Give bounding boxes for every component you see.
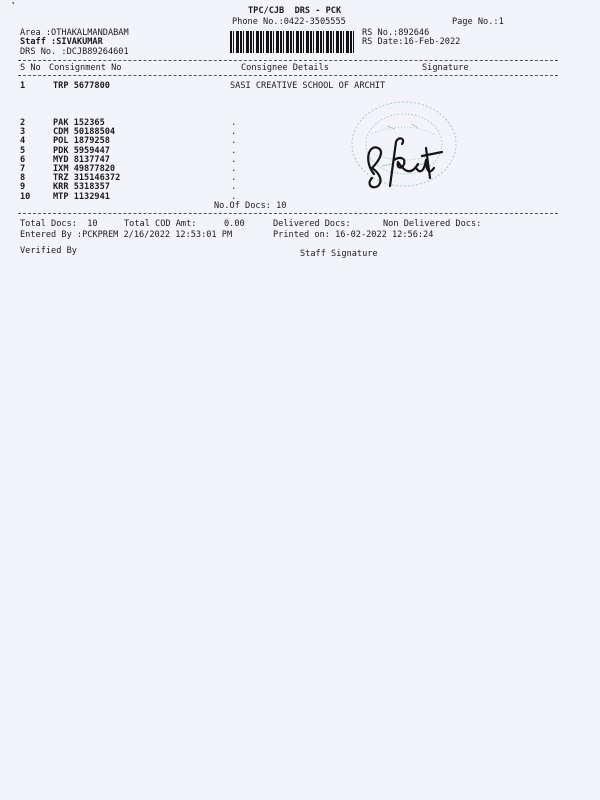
divider	[18, 75, 558, 76]
document-title: TPC/CJB DRS - PCK	[248, 6, 342, 16]
row-sno: 5	[20, 145, 26, 156]
row-sno: 9	[20, 182, 26, 193]
row-consignment: KRR 5318357	[53, 182, 110, 193]
rs-number: RS No.:892646	[362, 28, 430, 38]
row-consignee-blank: .	[231, 164, 237, 174]
entered-by: Entered By :PCKPREM 2/16/2022 12:53:01 PM	[20, 230, 233, 240]
row-sno: 3	[20, 127, 26, 138]
drs-number: DRS No. :DCJB89264601	[20, 47, 129, 57]
staff-label: Staff :SIVAKUMAR	[20, 37, 103, 47]
col-header-sno: S No	[20, 63, 41, 73]
total-cod-value: 0.00	[224, 219, 245, 229]
phone-number: Phone No.:0422-3505555	[232, 17, 346, 27]
row-sno: 10	[20, 191, 31, 202]
row-consignee-blank: .	[231, 173, 237, 184]
row-consignment: TRZ 315146372	[53, 173, 121, 184]
row-consignee-blank: .	[231, 154, 237, 165]
row-sno: 1	[20, 81, 26, 91]
row-consignment: MYD 8137747	[53, 154, 110, 165]
printed-on: Printed on: 16-02-2022 12:56:24	[273, 230, 434, 240]
barcode-icon	[230, 31, 355, 53]
no-of-docs: No.Of Docs: 10	[214, 201, 287, 211]
staff-signature-label: Staff Signature	[300, 249, 378, 259]
total-docs: Total Docs: 10	[20, 219, 98, 229]
total-cod-label: Total COD Amt:	[124, 219, 197, 229]
row-sno: 2	[20, 118, 26, 128]
col-header-consignment: Consignment No	[49, 63, 122, 73]
row-consignee: SASI CREATIVE SCHOOL OF ARCHIT	[230, 81, 386, 91]
page-number: Page No.:1	[452, 17, 504, 27]
row-consignment: PAK 152365	[53, 118, 105, 128]
verified-by: Verified By	[20, 246, 77, 256]
non-delivered-docs: Non Delivered Docs:	[383, 219, 482, 229]
row-consignee-blank: .	[231, 145, 237, 156]
row-consignment: IXM 49877820	[53, 164, 116, 174]
row-consignee-blank: .	[231, 191, 237, 202]
row-consignment: POL 1879258	[53, 136, 110, 147]
rs-date: RS Date:16-Feb-2022	[362, 37, 461, 47]
col-header-signature: Signature	[422, 63, 469, 73]
col-header-consignee: Consignee Details	[241, 63, 329, 73]
divider	[18, 60, 558, 61]
row-consignee-blank: .	[231, 118, 237, 128]
row-sno: 6	[20, 154, 26, 165]
row-consignment: TRP 5677800	[53, 81, 110, 91]
area-label: Area :OTHAKALMANDABAM	[20, 28, 129, 38]
divider	[18, 213, 558, 214]
row-sno: 4	[20, 136, 26, 147]
row-consignee-blank: .	[231, 127, 237, 138]
row-consignee-blank: .	[231, 182, 237, 193]
row-consignee-blank: .	[231, 136, 237, 147]
row-consignment: MTP 1132941	[53, 191, 110, 202]
row-consignment: PDK 5959447	[53, 145, 110, 156]
signature-icon	[360, 134, 450, 194]
row-sno: 7	[20, 164, 26, 174]
row-sno: 8	[20, 173, 26, 184]
row-consignment: CDM 50188504	[53, 127, 116, 138]
delivered-docs: Delivered Docs:	[273, 219, 351, 229]
corner-mark: ˺	[10, 2, 17, 13]
